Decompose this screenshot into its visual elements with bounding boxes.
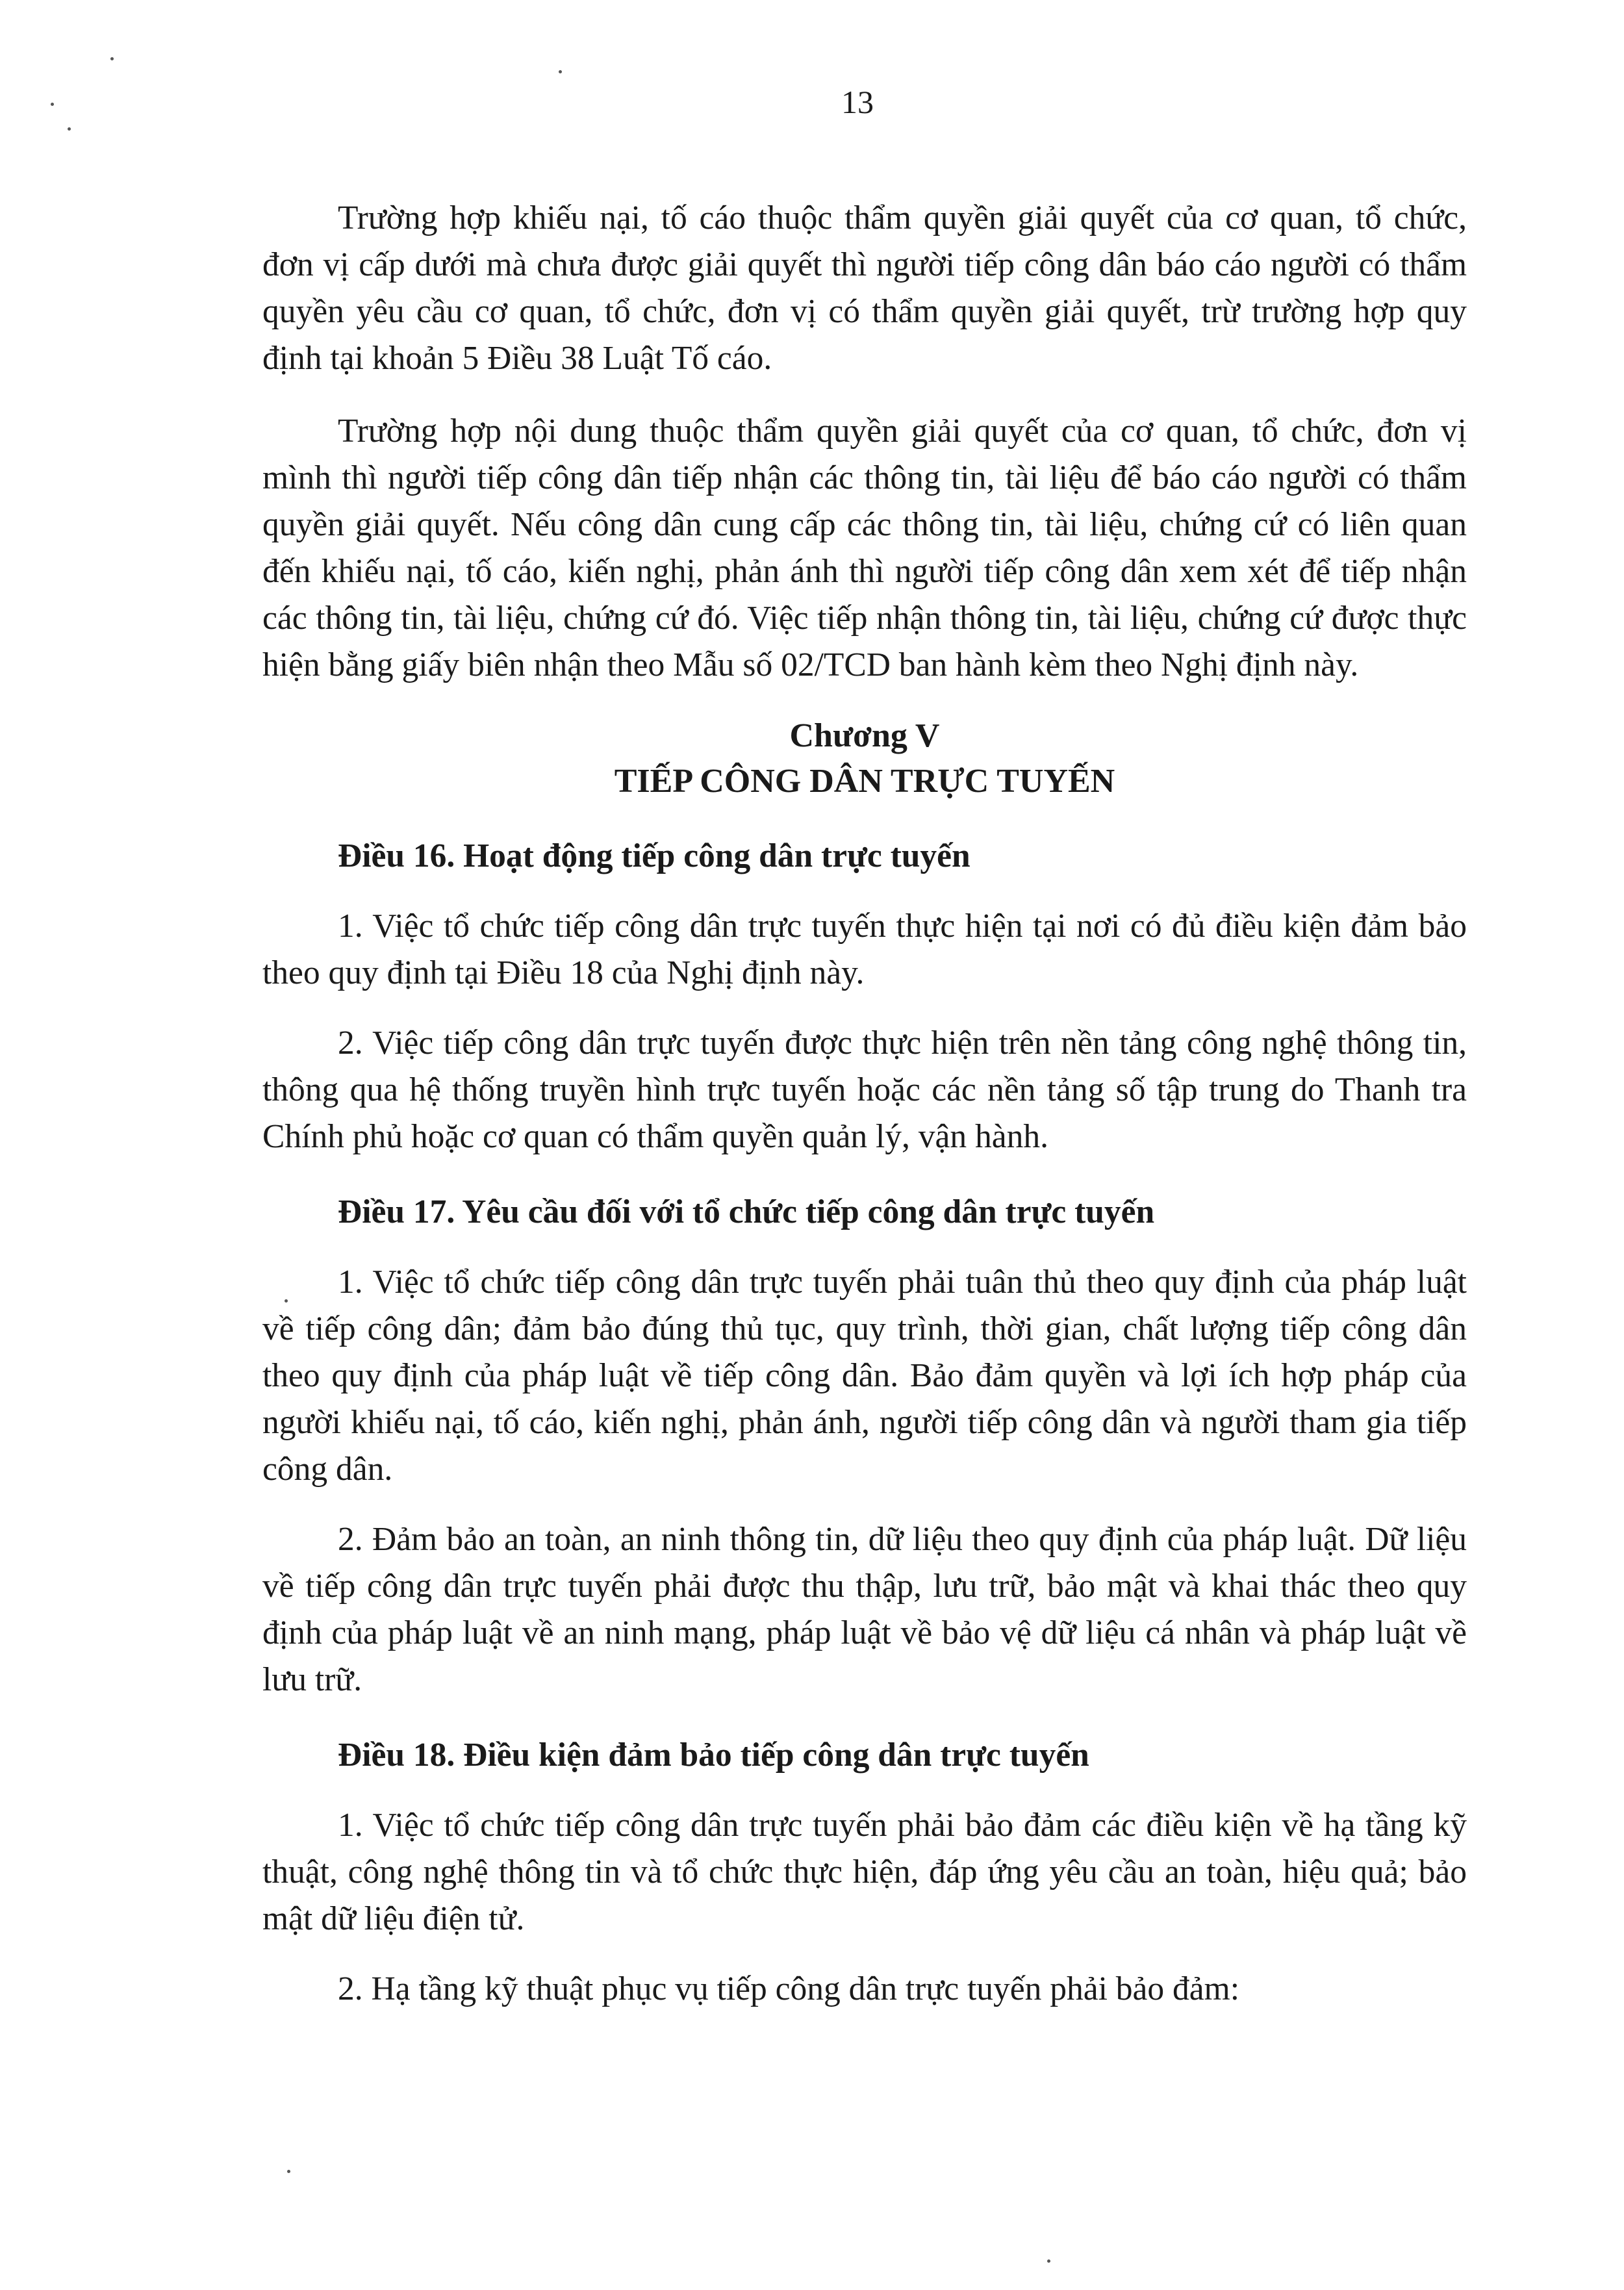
- paragraph: 1. Việc tổ chức tiếp công dân trực tuyến phải bảo đảm các điều kiện về hạ tầng kỹ thuật, công nghệ thông tin và tổ chức thực hiện, đáp ứng yêu cầu an toàn, hiệu quả; bảo mật dữ liệu điện tử.: [262, 1807, 1467, 1937]
- article-heading: Điều 16. Hoạt động tiếp công dân trực tuyến: [338, 837, 971, 874]
- scan-speck: [287, 2170, 290, 2173]
- chapter-label: Chương V: [789, 717, 940, 754]
- scan-speck: [51, 103, 54, 106]
- page-number: 13: [841, 84, 874, 120]
- paragraph: 1. Việc tổ chức tiếp công dân trực tuyến thực hiện tại nơi có đủ điều kiện đảm bảo theo quy định tại Điều 18 của Nghị định này.: [262, 908, 1467, 991]
- article-heading: Điều 18. Điều kiện đảm bảo tiếp công dân trực tuyến: [338, 1737, 1089, 1774]
- paragraph: 1. Việc tổ chức tiếp công dân trực tuyến phải tuân thủ theo quy định của pháp luật về tiếp công dân; đảm bảo đúng thủ tục, quy trình, thời gian, chất lượng tiếp công dân theo quy định của pháp luật về tiếp công dân. Bảo đảm quyền và lợi ích hợp pháp của người khiếu nại, tố cáo, kiến nghị, phản ánh, người tiếp công dân và người tham gia tiếp công dân.: [262, 1264, 1467, 1488]
- scan-speck: [68, 127, 71, 131]
- scan-speck: [110, 57, 114, 60]
- paragraph: 2. Việc tiếp công dân trực tuyến được thực hiện trên nền tảng công nghệ thông tin, thông qua hệ thống truyền hình trực tuyến hoặc các nền tảng số tập trung do Thanh tra Chính phủ hoặc cơ quan có thẩm quyền quản lý, vận hành.: [262, 1024, 1467, 1155]
- scan-speck: [559, 70, 562, 73]
- paragraph: Trường hợp nội dung thuộc thẩm quyền giải quyết của cơ quan, tổ chức, đơn vị mình thì người tiếp công dân tiếp nhận các thông tin, tài liệu để báo cáo người có thẩm quyền giải quyết. Nếu công dân cung cấp các thông tin, tài liệu, chứng cứ có liên quan đến khiếu nại, tố cáo, kiến nghị, phản ánh thì người tiếp công dân xem xét để tiếp nhận các thông tin, tài liệu, chứng cứ đó. Việc tiếp nhận thông tin, tài liệu, chứng cứ được thực hiện bằng giấy biên nhận theo Mẫu số 02/TCD ban hành kèm theo Nghị định này.: [262, 413, 1467, 683]
- paragraph: Trường hợp khiếu nại, tố cáo thuộc thẩm quyền giải quyết của cơ quan, tổ chức, đơn vị cấp dưới mà chưa được giải quyết thì người tiếp công dân báo cáo người có thẩm quyền yêu cầu cơ quan, tổ chức, đơn vị có thẩm quyền giải quyết, trừ trường hợp quy định tại khoản 5 Điều 38 Luật Tố cáo.: [262, 199, 1467, 377]
- document-body: [262, 195, 1467, 2013]
- article-heading: Điều 17. Yêu cầu đối với tổ chức tiếp công dân trực tuyến: [338, 1193, 1155, 1230]
- paragraph: 2. Hạ tầng kỹ thuật phục vụ tiếp công dân trực tuyến phải bảo đảm:: [338, 1970, 1240, 2007]
- paragraph: 2. Đảm bảo an toàn, an ninh thông tin, dữ liệu theo quy định của pháp luật. Dữ liệu về tiếp công dân trực tuyến phải được thu thập, lưu trữ, bảo mật và khai thác theo quy định của pháp luật về an ninh mạng, pháp luật về bảo vệ dữ liệu cá nhân và pháp luật về lưu trữ.: [262, 1521, 1467, 1698]
- scan-speck: [1047, 2259, 1050, 2263]
- chapter-title: TIẾP CÔNG DÂN TRỰC TUYẾN: [614, 763, 1115, 800]
